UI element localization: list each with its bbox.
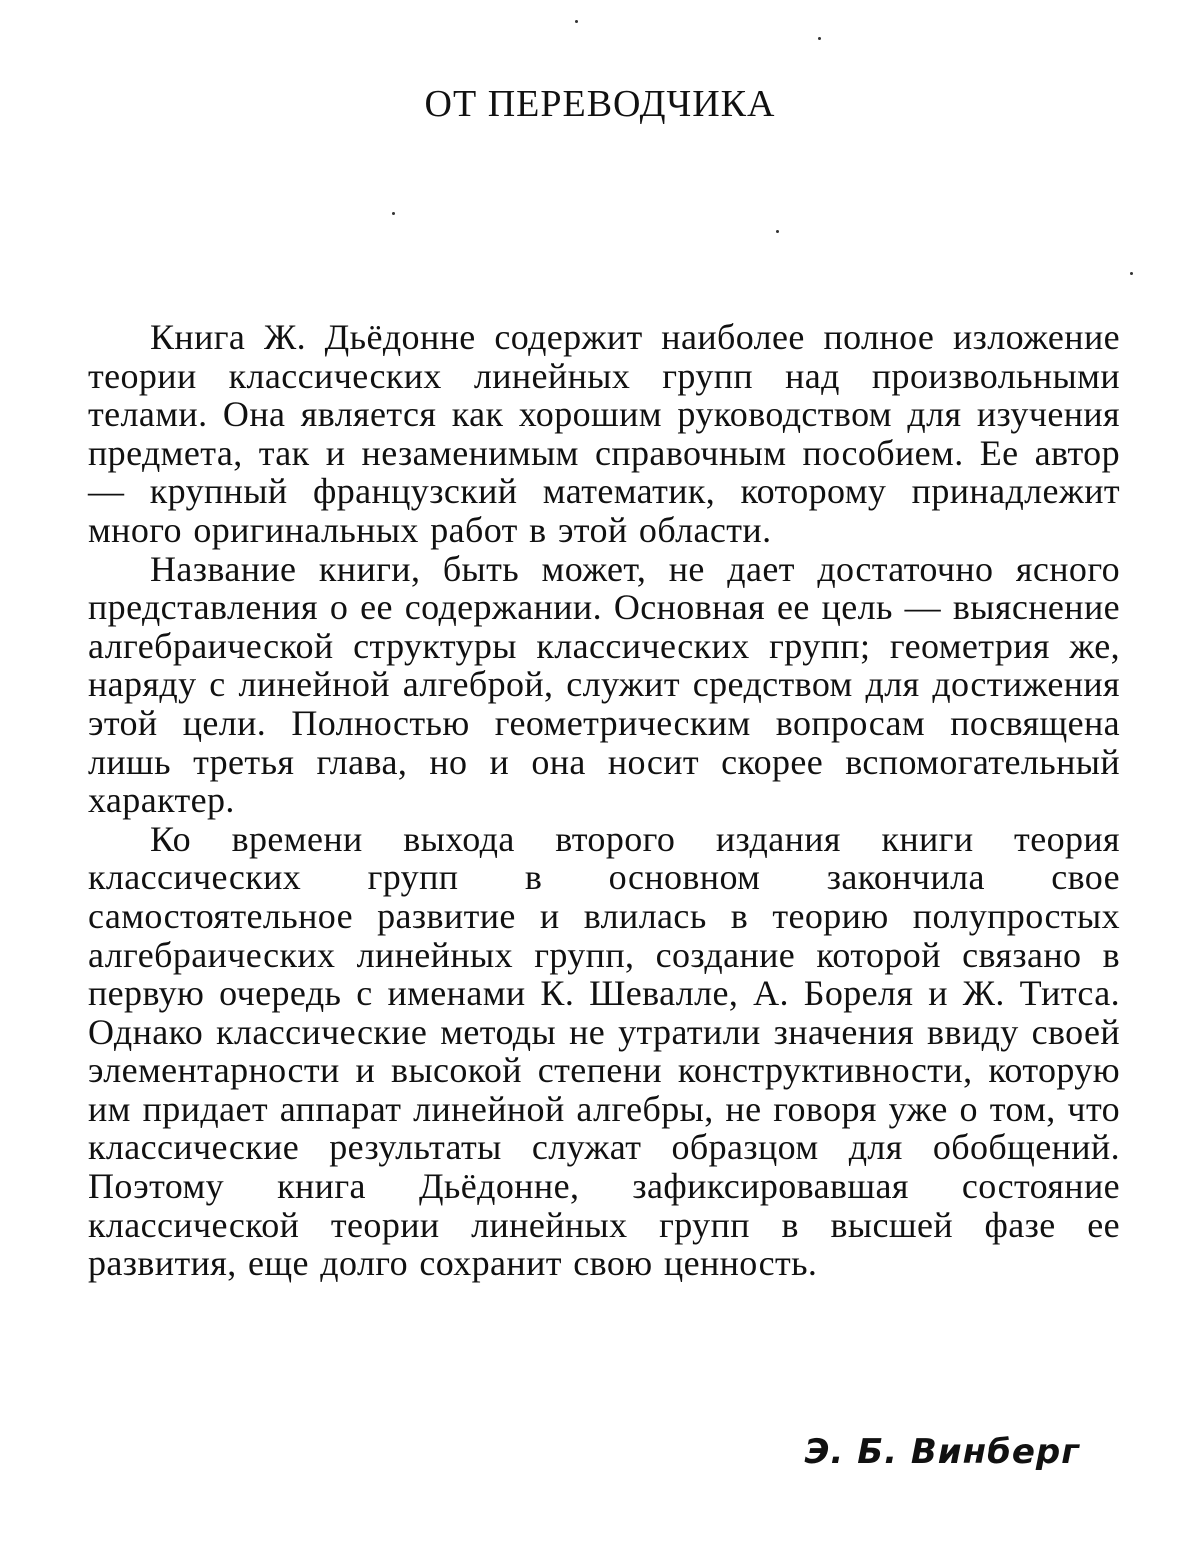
translator-signature: Э. Б. Винберг bbox=[804, 1432, 1080, 1472]
print-speck bbox=[776, 230, 779, 233]
paragraph-2: Название книги, быть может, не дает достаточно ясного представления о ее содержании. Основная ее цель — выяснение алгебраической структуры классических групп; геометрия же, наряду с линейной алгеброй, служит средством для достижения этой цели. Полностью геометрическим вопросам посвящена лишь третья глава, но и она носит скорее вспомогательный характер. bbox=[88, 548, 1120, 821]
page-title: ОТ ПЕРЕВОДЧИКА bbox=[424, 83, 776, 125]
print-speck bbox=[575, 20, 578, 23]
paragraph-3: Ко времени выхода второго издания книги теория классических групп в основном закончила свое самостоятельное развитие и влилась в теорию полупростых алгебраических линейных групп, создание которой связано в первую очередь с именами К. Шевалле, А. Бореля и Ж. Титса. Однако классические методы не утратили значения ввиду своей элементарности и высокой степени конструктивности, которую им придает аппарат линейной алгебры, не говоря уже о том, что классические результаты служат образцом для обобщений. Поэтому книга Дьёдонне, зафиксировавшая состояние классической теории линейных групп в высшей фазе ее развития, еще долго сохранит свою ценность. bbox=[88, 818, 1120, 1284]
paragraph-1: Книга Ж. Дьёдонне содержит наиболее полное изложение теории классических линейных групп над произвольными телами. Она является как хорошим руководством для изучения предмета, так и незаменимым справочным пособием. Ее автор — крупный французский математик, которому принадлежит много оригинальных работ в этой области. bbox=[88, 317, 1120, 550]
print-speck bbox=[392, 212, 395, 215]
body-text bbox=[88, 318, 1120, 1283]
print-speck bbox=[818, 37, 821, 40]
print-speck bbox=[1130, 272, 1133, 275]
